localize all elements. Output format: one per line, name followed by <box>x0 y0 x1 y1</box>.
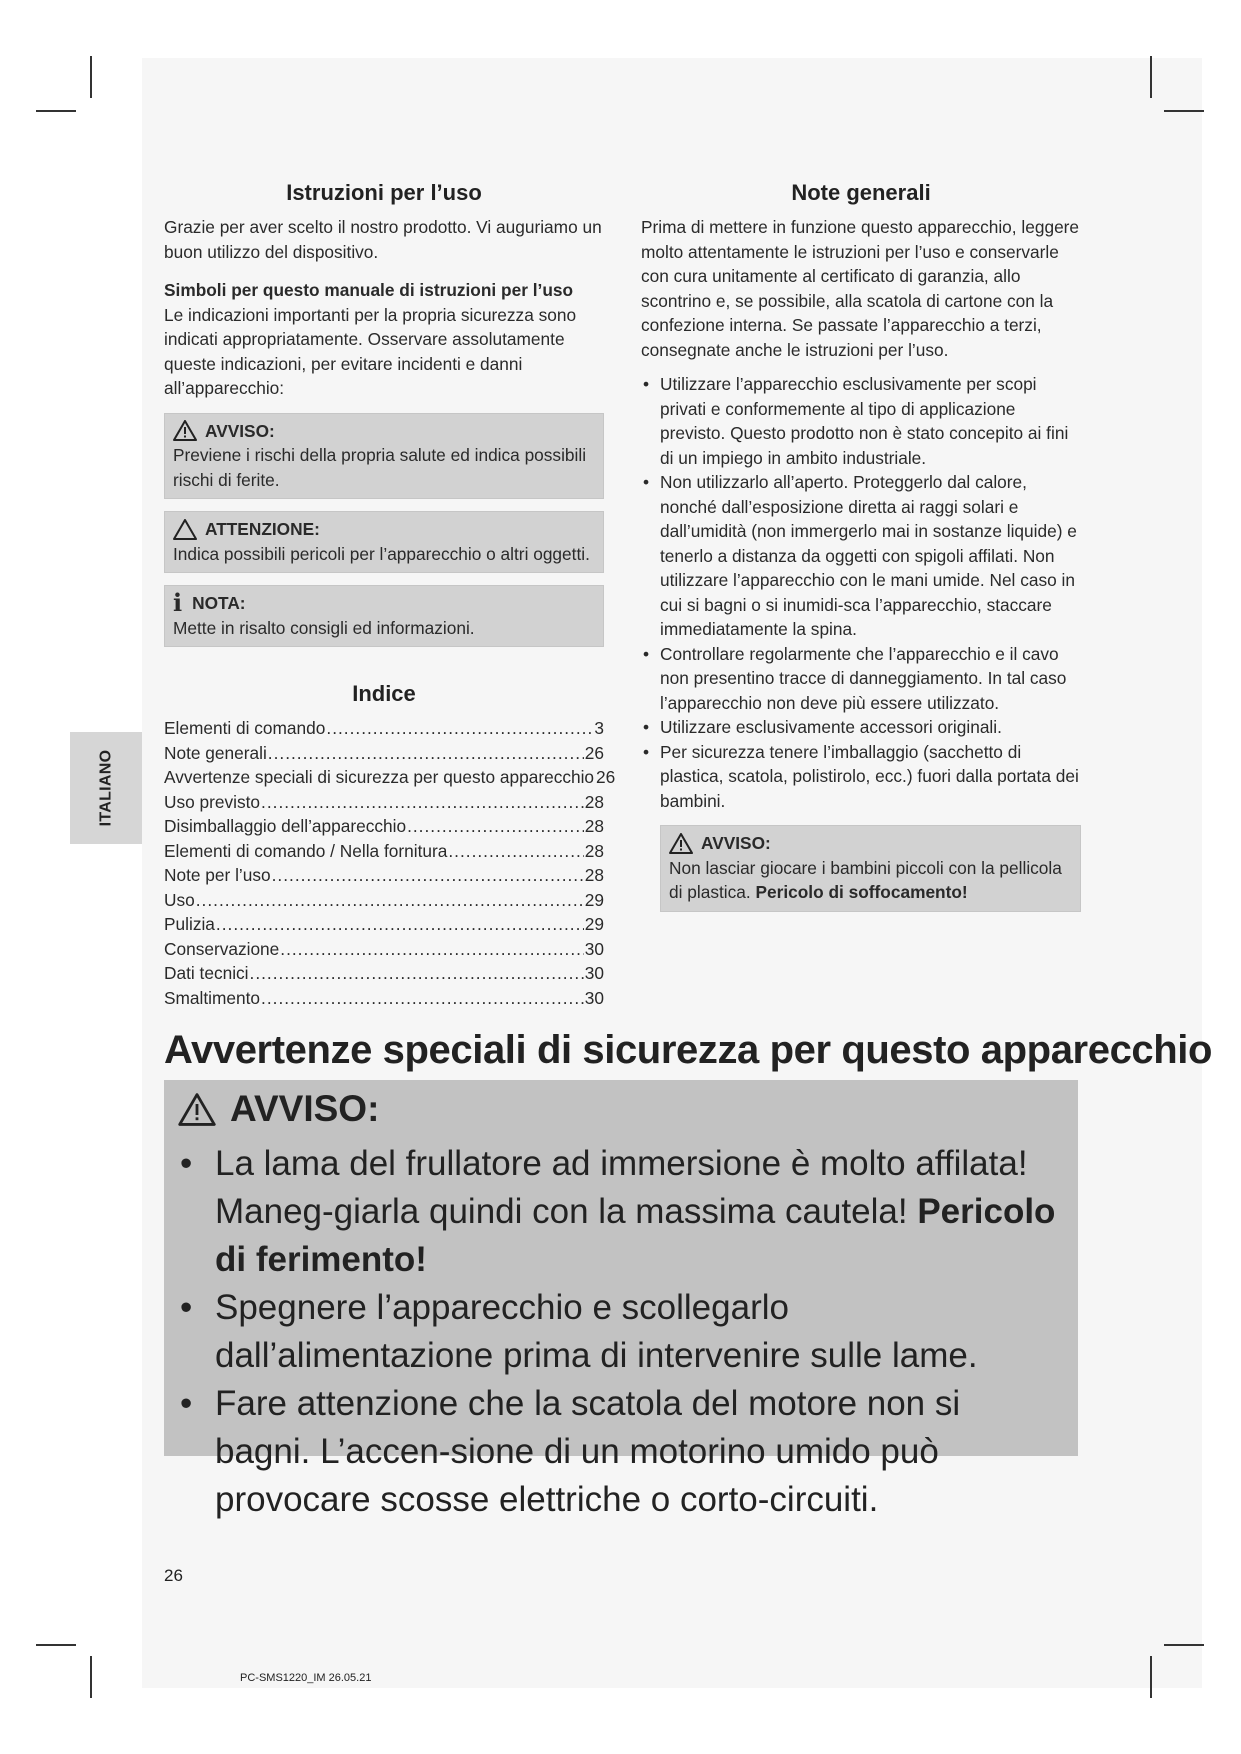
list-item: • La lama del frullatore ad immersione è molto affilata! Maneg-giarla quindi con la massima cautela! Pericolo di ferimento! <box>178 1140 1058 1284</box>
special-warning-title: AVVISO: <box>230 1088 380 1129</box>
index-title: Indice <box>352 681 416 706</box>
special-warning-box <box>164 1080 1078 1519</box>
toc-row: Uso ..... 29 <box>164 888 604 913</box>
note-text: Mette in risalto consigli ed informazioni. <box>173 617 475 638</box>
instructions-title: Istruzioni per l’uso <box>286 180 482 205</box>
toc-row: Elementi di comando / Nella fornitura ..... 28 <box>164 839 604 864</box>
warning-icon <box>178 1093 216 1126</box>
toc-row: Pulizia ..... 29 <box>164 912 604 937</box>
toc-row: Conservazione ..... 30 <box>164 937 604 962</box>
crop-mark <box>1164 110 1204 112</box>
toc-row: Dati tecnici ..... 30 <box>164 961 604 986</box>
warning-title: AVVISO: <box>701 833 771 853</box>
crop-mark <box>90 1656 92 1698</box>
special-warning-list <box>178 1140 1058 1524</box>
toc-row: Note generali ..... 26 <box>164 741 604 766</box>
toc-row: Avvertenze speciali di sicurezza per questo apparecchio 26 <box>164 767 616 787</box>
caution-icon <box>173 519 197 540</box>
language-tab-label: ITALIANO <box>97 749 115 827</box>
language-tab <box>70 732 142 844</box>
footer-code: PC-SMS1220_IM 26.05.21 <box>240 1672 372 1684</box>
toc-row: Smaltimento ..... 30 <box>164 986 604 1011</box>
table-of-contents <box>164 716 616 1010</box>
special-safety-title: Avvertenze speciali di sicurezza per questo apparecchio <box>164 1028 1213 1072</box>
crop-mark <box>36 1644 76 1646</box>
warning-icon <box>669 833 693 854</box>
left-column <box>164 178 616 1010</box>
intro-text: Grazie per aver scelto il nostro prodotto. Vi auguriamo un buon utilizzo del dispositivo. <box>164 217 602 262</box>
warning-emphasis: Pericolo di soffocamento! <box>755 882 968 902</box>
list-item: • Controllare regolarmente che l’apparecchio e il cavo non presentino tracce di danneggiamento. In tal caso l’apparecchio non deve più essere utilizzato. <box>641 642 1081 716</box>
note-title: NOTA: <box>192 593 246 613</box>
general-notes-title: Note generali <box>791 180 931 205</box>
caution-title: ATTENZIONE: <box>205 519 320 539</box>
symbols-heading: Simboli per questo manuale di istruzioni per l’uso <box>164 280 574 300</box>
list-item: • Spegnere l’apparecchio e scollegarlo dall’alimentazione prima di intervenire sulle lame. <box>178 1284 1058 1380</box>
note-box <box>164 585 604 647</box>
list-item: • Non utilizzarlo all’aperto. Proteggerlo dal calore, nonché dall’esposizione diretta ai raggi solari e dall’umidità (non immergerlo mai in sostanze liquide) e tenerlo a distanza da oggetti con spigoli affilati. Non utilizzare l’apparecchio con le mani umide. Nel caso in cui si bagni o si inumidi-sca l’apparecchio, staccare immediatamente la spina. <box>641 470 1081 642</box>
list-item: • Utilizzare esclusivamente accessori originali. <box>641 715 1081 740</box>
caution-box <box>164 511 604 573</box>
caution-text: Indica possibili pericoli per l’apparecchio o altri oggetti. <box>173 543 590 564</box>
toc-row: Note per l’uso ..... 28 <box>164 863 604 888</box>
general-notes-intro: Prima di mettere in funzione questo apparecchio, leggere molto attentamente le istruzioni per l’uso e conservarle con cura unitamente al certificato di garanzia, allo scontrino e, se possibile, alla scatola di cartone con la confezione interna. Se passate l’apparecchio a terzi, consegnate anche le istruzioni per l’uso. <box>641 217 1080 360</box>
page-number: 26 <box>164 1566 183 1585</box>
warning-box <box>164 413 604 500</box>
crop-mark <box>1150 56 1152 98</box>
warning-text: Previene i rischi della propria salute ed indica possibili rischi di ferite. <box>173 445 587 490</box>
warning-text: Non lasciar giocare i bambini piccoli con la pellicola di plastica. Pericolo di soffocamento! <box>669 857 1062 902</box>
info-icon: i <box>173 588 183 617</box>
list-item: • Per sicurezza tenere l’imballaggio (sacchetto di plastica, scatola, polistirolo, ecc.) fuori dalla portata dei bambini. <box>641 740 1081 814</box>
general-notes-list <box>641 372 1081 813</box>
suffocation-warning-box <box>660 825 1081 912</box>
toc-row: Elementi di comando ..... 3 <box>164 716 604 741</box>
crop-mark <box>90 56 92 98</box>
toc-row: Disimballaggio dell’apparecchio ..... 28 <box>164 814 604 839</box>
warning-title: AVVISO: <box>205 420 275 441</box>
toc-row: Uso previsto ..... 28 <box>164 790 604 815</box>
crop-mark <box>1164 1644 1204 1646</box>
warning-icon <box>173 420 197 441</box>
symbols-text: Le indicazioni importanti per la propria sicurezza sono indicati appropriatamente. Osservare assolutamente queste indicazioni, per evitare incidenti e danni all’apparecchio: <box>164 304 577 398</box>
crop-mark <box>36 110 76 112</box>
crop-mark <box>1150 1656 1152 1698</box>
right-column <box>641 178 1081 912</box>
injury-emphasis: Pericolo di ferimento! <box>215 1192 1056 1279</box>
list-item: • Utilizzare l’apparecchio esclusivamente per scopi privati e conformemente al tipo di applicazione previsto. Questo prodotto non è stato concepito ai fini di un impiego in ambito industriale. <box>641 372 1081 470</box>
list-item: • Fare attenzione che la scatola del motore non si bagni. L’accen-sione di un motorino umido può provocare scosse elettriche o corto-circuiti. <box>178 1380 1058 1524</box>
